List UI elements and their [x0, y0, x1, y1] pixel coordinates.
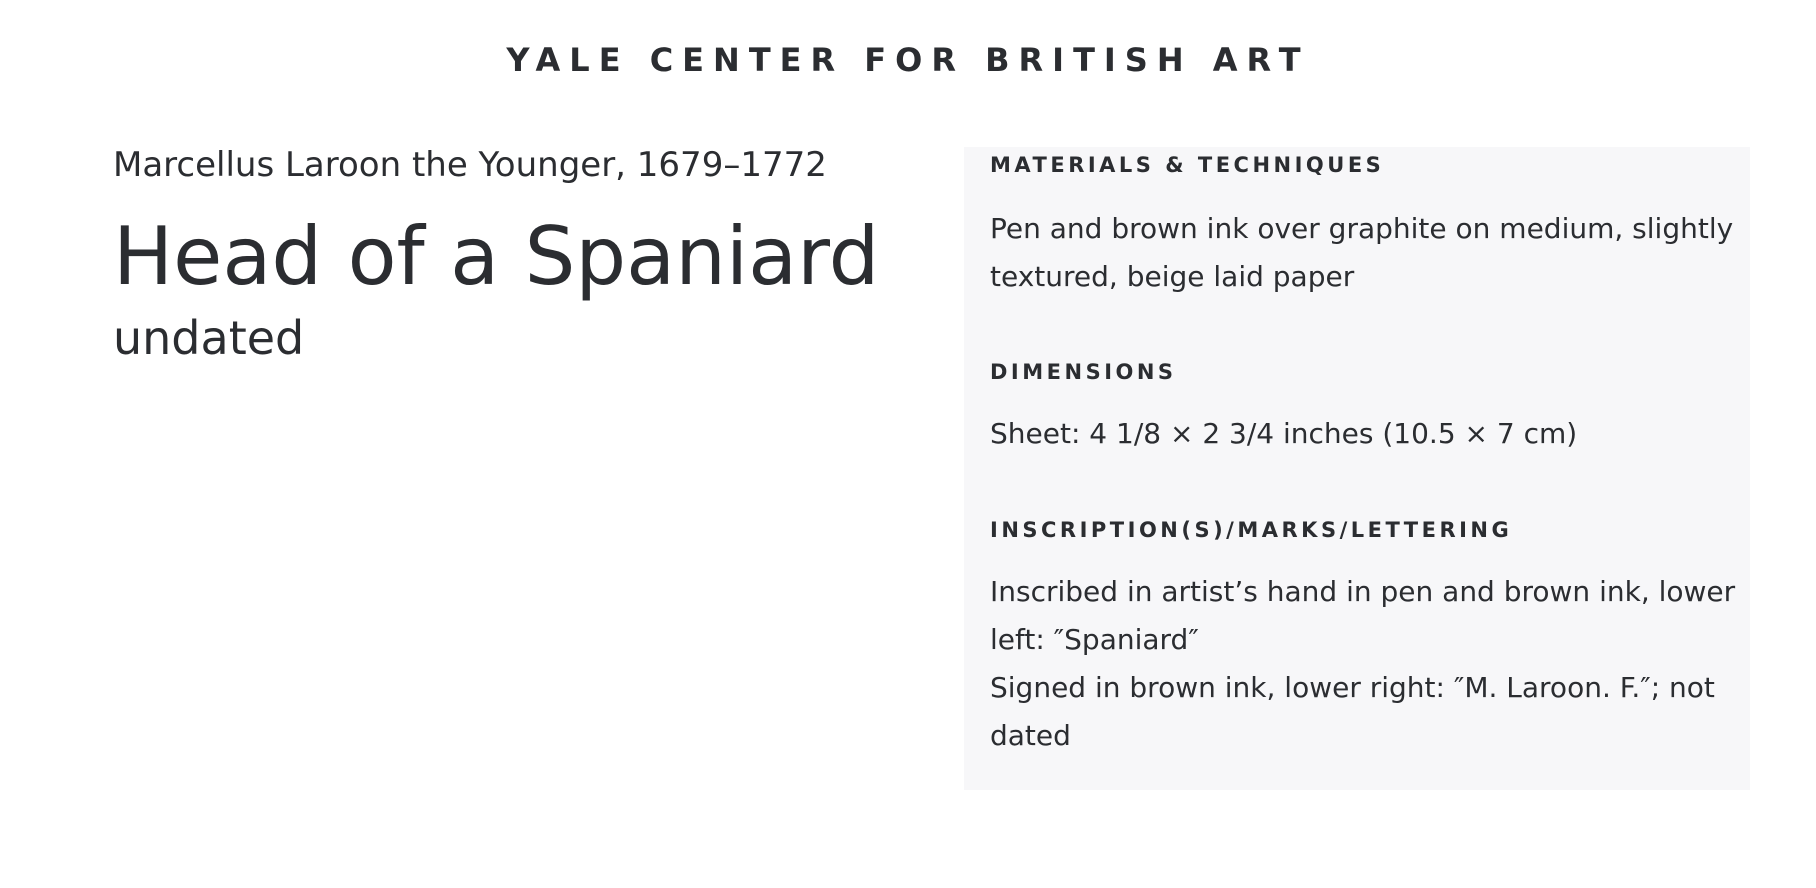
artwork-header: [113, 141, 933, 367]
inscription-line: Signed in brown ink, lower right: ″M. Laroon. F.″; not dated: [990, 671, 1715, 752]
inscription-line: Inscribed in artist’s hand in pen and brown ink, lower left: ″Spaniard″: [990, 575, 1736, 656]
dimensions-text: Sheet: 4 1/8 × 2 3/4 inches (10.5 × 7 cm): [990, 417, 1578, 450]
inscriptions-label: INSCRIPTION(S)/MARKS/LETTERING: [990, 518, 1513, 542]
materials-label: MATERIALS & TECHNIQUES: [990, 153, 1385, 177]
artwork-title: Head of a Spaniard: [113, 210, 880, 303]
dimensions-label: DIMENSIONS: [990, 360, 1177, 384]
details-panel: [964, 147, 1750, 790]
materials-text: Pen and brown ink over graphite on medium, slightly textured, beige laid paper: [990, 212, 1734, 293]
artwork-date: undated: [113, 311, 305, 365]
inscriptions-text: [990, 568, 1750, 760]
artist-name: Marcellus Laroon the Younger, 1679–1772: [113, 145, 827, 185]
institution-masthead: YALE CENTER FOR BRITISH ART: [506, 41, 1310, 79]
